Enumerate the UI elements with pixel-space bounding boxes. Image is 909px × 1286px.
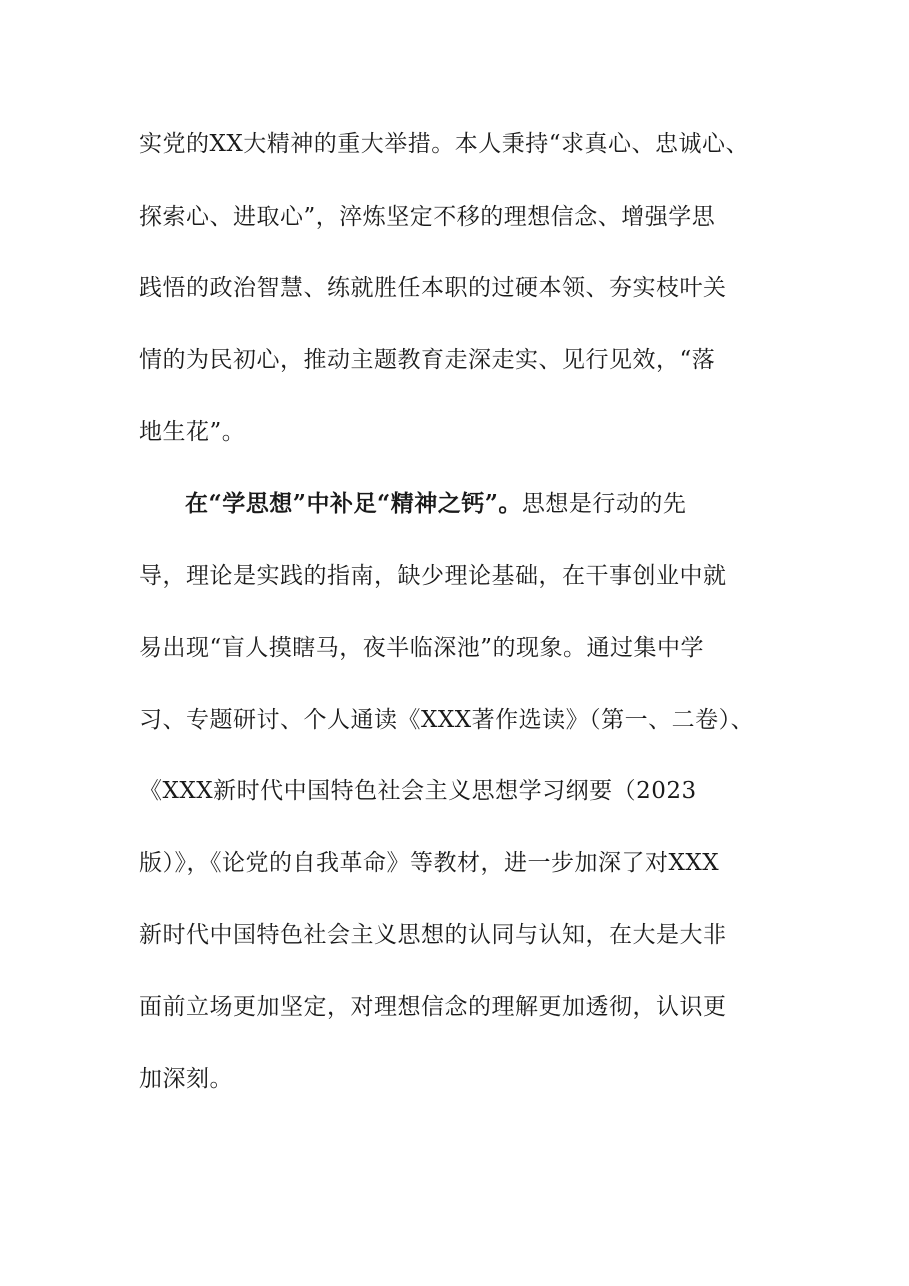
paragraph-2-line-9: 加深刻。 xyxy=(139,1066,233,1092)
paragraph-1-line-5: 地生花”。 xyxy=(139,419,246,445)
paragraph-2-line-4: 习、专题研讨、个人通读《XXX著作选读》（第一、二卷）、 xyxy=(139,707,755,733)
paragraph-1-line-3: 践悟的政治智慧、练就胜任本职的过硬本领、夯实枝叶关 xyxy=(139,275,727,301)
paragraph-1-line-1: 实党的XX大精神的重大举措。本人秉持“求真心、忠诚心、 xyxy=(139,131,750,157)
paragraph-2-line-1 xyxy=(185,484,779,524)
paragraph-2-line-8: 面前立场更加坚定，对理想信念的理解更加透彻，认识更 xyxy=(139,994,727,1020)
paragraph-2-first-line-rest: 思想是行动的先 xyxy=(521,491,687,517)
paragraph-2-line-2: 导，理论是实践的指南，缺少理论基础，在干事创业中就 xyxy=(139,563,727,589)
paragraph-2-line-5: 《XXX新时代中国特色社会主义思想学习纲要（2023 xyxy=(139,778,697,804)
paragraph-2-heading: 在“学思想”中补足“精神之钙”。 xyxy=(185,490,522,517)
paragraph-2-line-6: 版）》，《论党的自我革命》等教材，进一步加深了对XXX xyxy=(139,850,720,876)
paragraph-2-line-3: 易出现“盲人摸瞎马，夜半临深池”的现象。通过集中学 xyxy=(139,635,705,661)
paragraph-2-line-7: 新时代中国特色社会主义思想的认同与认知，在大是大非 xyxy=(139,922,727,948)
paragraph-1-line-4: 情的为民初心，推动主题教育走深走实、见行见效，“落 xyxy=(139,347,716,373)
paragraph-1-line-2: 探索心、进取心”，淬炼坚定不移的理想信念、增强学思 xyxy=(139,204,716,230)
